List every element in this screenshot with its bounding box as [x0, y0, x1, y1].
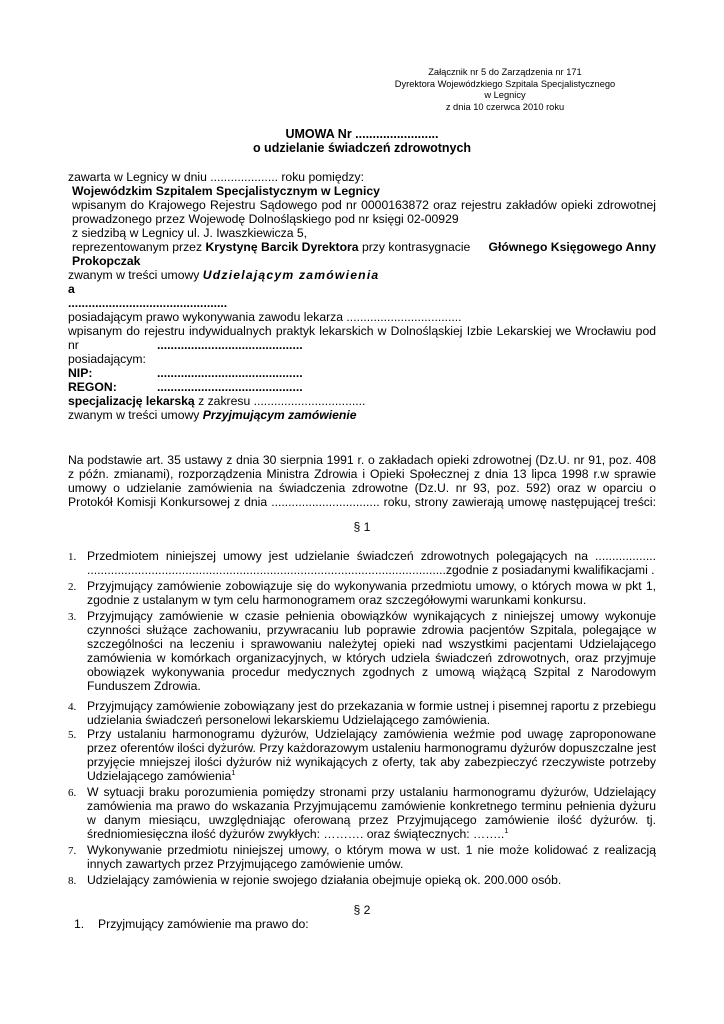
- nip-label: NIP:: [68, 366, 93, 380]
- item-line: szczególności na leczeniu i sprawowaniu należytej opieki nad wszystkimi pacjentami Udzielającego: [87, 637, 656, 651]
- item-line: Przyjmujący zamówienie zobowiązany jest do przekazania w formie ustnej i pisemnej raportu z przebiegu: [87, 699, 656, 713]
- acceptor-role: Przyjmującym zamówienie: [202, 408, 357, 422]
- accountant-name: Głównego Księgowego Anny: [488, 240, 656, 254]
- contract-title: UMOWA Nr ........................: [285, 127, 439, 141]
- item-number: 6.: [68, 787, 77, 799]
- contractor-role: Udzielającym zamówienia: [202, 268, 380, 282]
- item-line: ..........................................................................................................zgodnie z posiadanymi kwalifikacjami .: [87, 563, 655, 577]
- basis-line-3: umowy o udzielanie zamówienia na świadczenia zdrowotne (Dz.U. nr 93, poz. 592) oraz w oparciu o: [68, 481, 656, 495]
- header-annex: [380, 67, 630, 113]
- director-name: Krystynę Barcik Dyrektora: [205, 240, 359, 254]
- basis-line-4: Protokół Komisji Konkursowej z dnia ................................ roku, strony zawierają umowę następującej treści:: [68, 495, 656, 509]
- item-text: [87, 785, 656, 841]
- item-text: [87, 549, 656, 577]
- item-line: Przyjmujący zamówienie w czasie pełnienia obowiązków wynikających z niniejszej umowy wykonuje: [87, 609, 656, 623]
- item-line: Przedmiotem niniejszej umowy jest udzielanie świadczeń zdrowotnych polegających na ..................: [87, 549, 656, 563]
- item-text: [87, 699, 656, 727]
- section-2-item-1-text: Przyjmujący zamówienie ma prawo do:: [98, 917, 309, 931]
- item-line: Wykonywanie przedmiotu niniejszej umowy, o którym mowa w ust. 1 nie może kolidować z realizacją: [87, 843, 656, 857]
- called2-line: [68, 408, 357, 422]
- item-line: w danym miesiącu, uwzględniając oferowaną przez Przyjmującego zamówienie ilość dyżurów. tj.: [87, 813, 656, 827]
- item-line: przez oferentów ilości dyżurów. Przy każdorazowym ustaleniu harmonogramu dyżurów dopuszczalne jest: [87, 741, 656, 755]
- seat-line: z siedzibą w Legnicy ul. J. Iwaszkiewicza 5,: [72, 226, 308, 240]
- item-text: [87, 579, 656, 607]
- header-line-2: Dyrektora Wojewódzkiego Szpitala Specjalistycznego: [394, 78, 616, 89]
- item-number: 5.: [68, 729, 77, 741]
- item-line: średniomiesięczna ilość dyżurów zwykłych: ………. oraz świątecznych: ……..$^1$: [87, 825, 509, 841]
- contract-subtitle: o udzielanie świadczeń zdrowotnych: [252, 141, 472, 155]
- hospital-name: Wojewódzkim Szpitalem Specjalistycznym w Legnicy: [72, 184, 380, 198]
- item-line: Przyjmujący zamówienie zobowiązuje się do wykonywania przedmiotu umowy, o których mowa w pkt 1,: [87, 579, 656, 593]
- item-number: 2.: [68, 581, 77, 593]
- item-line: zamówienia w komórkach organizacyjnych, w których udziela świadczeń zdrowotnych, oraz przyjmuje: [87, 651, 656, 665]
- item-line: innych zawartych przez Przyjmującego zamówienie umów.: [87, 857, 404, 871]
- specialization-rest: z zakresu .................................: [194, 394, 366, 408]
- section-2-heading: § 2: [353, 903, 371, 917]
- item-text: [87, 727, 656, 783]
- item-line: przyjęcie mniejszej ilości dyżurów niż wynikających z oferty, tak aby zabezpieczyć rzeczywiste potrzeby: [87, 755, 656, 769]
- called-line: [68, 268, 379, 282]
- item-line: Udzielający zamówienia w rejonie swojego działania obejmuje opieką ok. 200.000 osób.: [87, 873, 562, 887]
- and-word: a: [68, 282, 75, 296]
- footnote-ref: 1: [504, 825, 509, 835]
- represented-prefix: reprezentowanym przez: [72, 240, 206, 254]
- item-number: 7.: [68, 845, 77, 857]
- item-text: [87, 609, 656, 693]
- regon-dots: ...........................................: [157, 380, 303, 394]
- represented-line: [72, 240, 656, 254]
- footnote-ref: 1: [231, 767, 236, 777]
- header-line-3: w Legnicy: [484, 90, 526, 101]
- header-line-1: Załącznik nr 5 do Zarządzenia nr 171: [428, 67, 582, 77]
- item-line: zgodnie z ustalanym w tym celu harmonogramem oraz szczegółowymi warunkami konkursu.: [87, 593, 587, 607]
- specialization-line: [68, 394, 365, 408]
- krs-line-2: prowadzonego przez Wojewodę Dolnośląskiego pod nr księgi 02-00929: [72, 212, 459, 226]
- item-line: Udzielającego zamówienia$^1$: [87, 767, 236, 783]
- section-1-heading: § 1: [353, 520, 371, 534]
- called-prefix: zwanym w treści umowy: [68, 268, 203, 282]
- item-line: Przy ustalaniu harmonogramu dyżurów, Udzielający zamówienia weźmie pod uwagę zaproponowane: [87, 727, 656, 741]
- concluded-line: zawarta w Legnicy w dniu .................... roku pomiędzy:: [68, 170, 365, 184]
- specialization-label: specjalizację lekarską: [68, 394, 195, 408]
- nr-label: nr: [68, 338, 79, 352]
- item-line: Funduszem Zdrowia.: [87, 679, 201, 693]
- item-text: [87, 873, 656, 887]
- doctor-name-dots: ...............................................: [68, 296, 228, 310]
- item-line: czynności służące zachowaniu, przywracaniu lub poprawie zdrowia pacjentów Szpitala, polegające w: [87, 623, 656, 637]
- item-number: 8.: [68, 875, 77, 887]
- nr-dots: ...........................................: [157, 338, 303, 352]
- nip-dots: ...........................................: [157, 366, 303, 380]
- section-2-item-1-number: 1.: [74, 917, 85, 931]
- regon-label: REGON:: [68, 380, 117, 394]
- item-line: W sytuacji braku porozumienia pomiędzy stronami przy ustalaniu harmonogramu dyżurów, Udzielający: [87, 785, 656, 799]
- item-number: 1.: [68, 551, 77, 563]
- basis-line-2: z późn. zmianami), rozporządzenia Ministra Zdrowia i Opieki Społecznej z dnia 13 lipca 1998 r.w sprawie: [68, 467, 656, 481]
- accountant-name-2: Prokopczak: [72, 254, 141, 268]
- countersign-text: przy kontrasygnacie: [358, 240, 471, 254]
- krs-line-1: wpisanym do Krajowego Rejestru Sądowego pod nr 0000163872 oraz rejestru zakładów opieki zdrowotnej: [72, 198, 656, 212]
- called2-prefix: zwanym w treści umowy: [68, 408, 203, 422]
- basis-line-1: Na podstawie art. 35 ustawy z dnia 30 sierpnia 1991 r. o zakładach opieki zdrowotnej (Dz.U. nr 91, poz. 408: [68, 453, 656, 467]
- header-line-4: z dnia 10 czerwca 2010 roku: [445, 101, 565, 112]
- item-number: 3.: [68, 611, 77, 623]
- right-to-practise-line: posiadającym prawo wykonywania zawodu lekarza ..................................: [68, 310, 462, 324]
- item-text: [87, 843, 656, 871]
- having-label: posiadającym:: [68, 352, 146, 366]
- item-line: udzielania świadczeń personelowi lekarskiemu Udzielającego zamówienia.: [87, 713, 491, 727]
- item-number: 4.: [68, 701, 77, 713]
- item-line: obowiązek wykonywania procedur medycznych zgodnych z umową wiążącą Szpital z Narodowym: [87, 665, 656, 679]
- register-line: wpisanym do rejestru indywidualnych praktyk lekarskich w Dolnośląskiej Izbie Lekarskiej we Wrocławiu pod: [68, 324, 656, 338]
- item-line: zamówienia ma prawo do wskazania Przyjmującemu zamówienie konkretnego terminu pełnienia dyżuru: [87, 799, 656, 813]
- legal-basis: [68, 453, 656, 509]
